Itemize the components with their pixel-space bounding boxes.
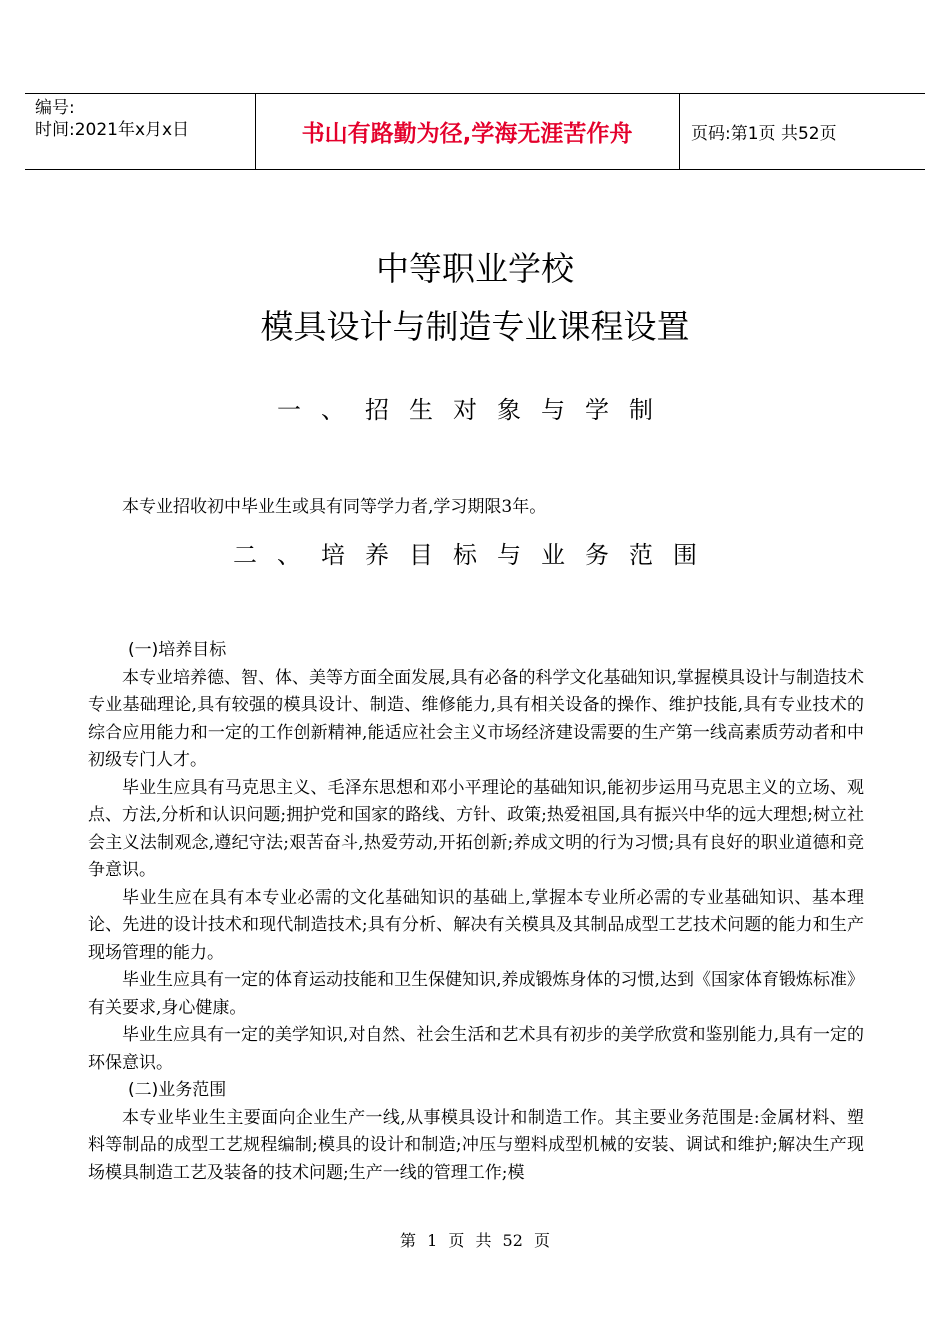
section1-body (88, 494, 864, 522)
section2-body (88, 637, 864, 1187)
header-page-info: 页码:第1页 共52页 (691, 124, 837, 144)
paragraph: 毕业生应具有一定的美学知识,对自然、社会生活和艺术具有初步的美学欣赏和鉴别能力,具有一定的环保意识。 (88, 1025, 864, 1073)
paragraph: 毕业生应具有一定的体育运动技能和卫生保健知识,养成锻炼身体的习惯,达到《国家体育锻炼标准》有关要求,身心健康。 (88, 970, 864, 1018)
header-meta (25, 94, 255, 169)
time-label: 时间:2021年x月x日 (35, 120, 190, 140)
paragraph: 本专业培养德、智、体、美等方面全面发展,具有必备的科学文化基础知识,掌握模具设计与制造技术专业基础理论,具有较强的模具设计、制造、维修能力,具有相关设备的操作、维护技能,具有专业技术的综合应用能力和一定的工作创新精神,能适应社会主义市场经济建设需要的生产第一线高素质劳动者和中初级专门人才。 (88, 667, 864, 770)
section1-heading: 一、招生对象与学制 (277, 396, 673, 424)
subheading-business-scope: (二)业务范围 (128, 1080, 227, 1100)
document-title-line2: 模具设计与制造专业课程设置 (260, 307, 690, 346)
subheading-training-goal: (一)培养目标 (128, 640, 227, 660)
section1-text: 本专业招收初中毕业生或具有同等学力者,学习期限3年。 (122, 497, 547, 517)
number-label: 编号: (35, 98, 75, 118)
page-footer: 第 1 页 共 52 页 (400, 1231, 550, 1250)
paragraph: 毕业生应具有马克思主义、毛泽东思想和邓小平理论的基础知识,能初步运用马克思主义的立场、观点、方法,分析和认识问题;拥护党和国家的路线、方针、政策;热爱祖国,具有振兴中华的远大理想;树立社会主义法制观念,遵纪守法;艰苦奋斗,热爱劳动,开拓创新;养成文明的行为习惯;具有良好的职业道德和竞争意识。 (88, 777, 864, 880)
document-title-line1: 中等职业学校 (376, 249, 574, 288)
paragraph: 本专业毕业生主要面向企业生产一线,从事模具设计和制造工作。其主要业务范围是:金属材料、塑料等制品的成型工艺规程编制;模具的设计和制造;冲压与塑料成型机械的安装、调试和维护;解决生产现场模具制造工艺及装备的技术问题;生产一线的管理工作;模 (88, 1107, 864, 1183)
header-motto: 书山有路勤为径,学海无涯苦作舟 (301, 121, 633, 147)
document-header (25, 93, 925, 170)
section2-heading: 二、培养目标与业务范围 (233, 541, 717, 569)
paragraph: 毕业生应在具有本专业必需的文化基础知识的基础上,掌握本专业所必需的专业基础知识、基本理论、先进的设计技术和现代制造技术;具有分析、解决有关模具及其制品成型工艺技术问题的能力和生产现场管理的能力。 (88, 887, 864, 963)
